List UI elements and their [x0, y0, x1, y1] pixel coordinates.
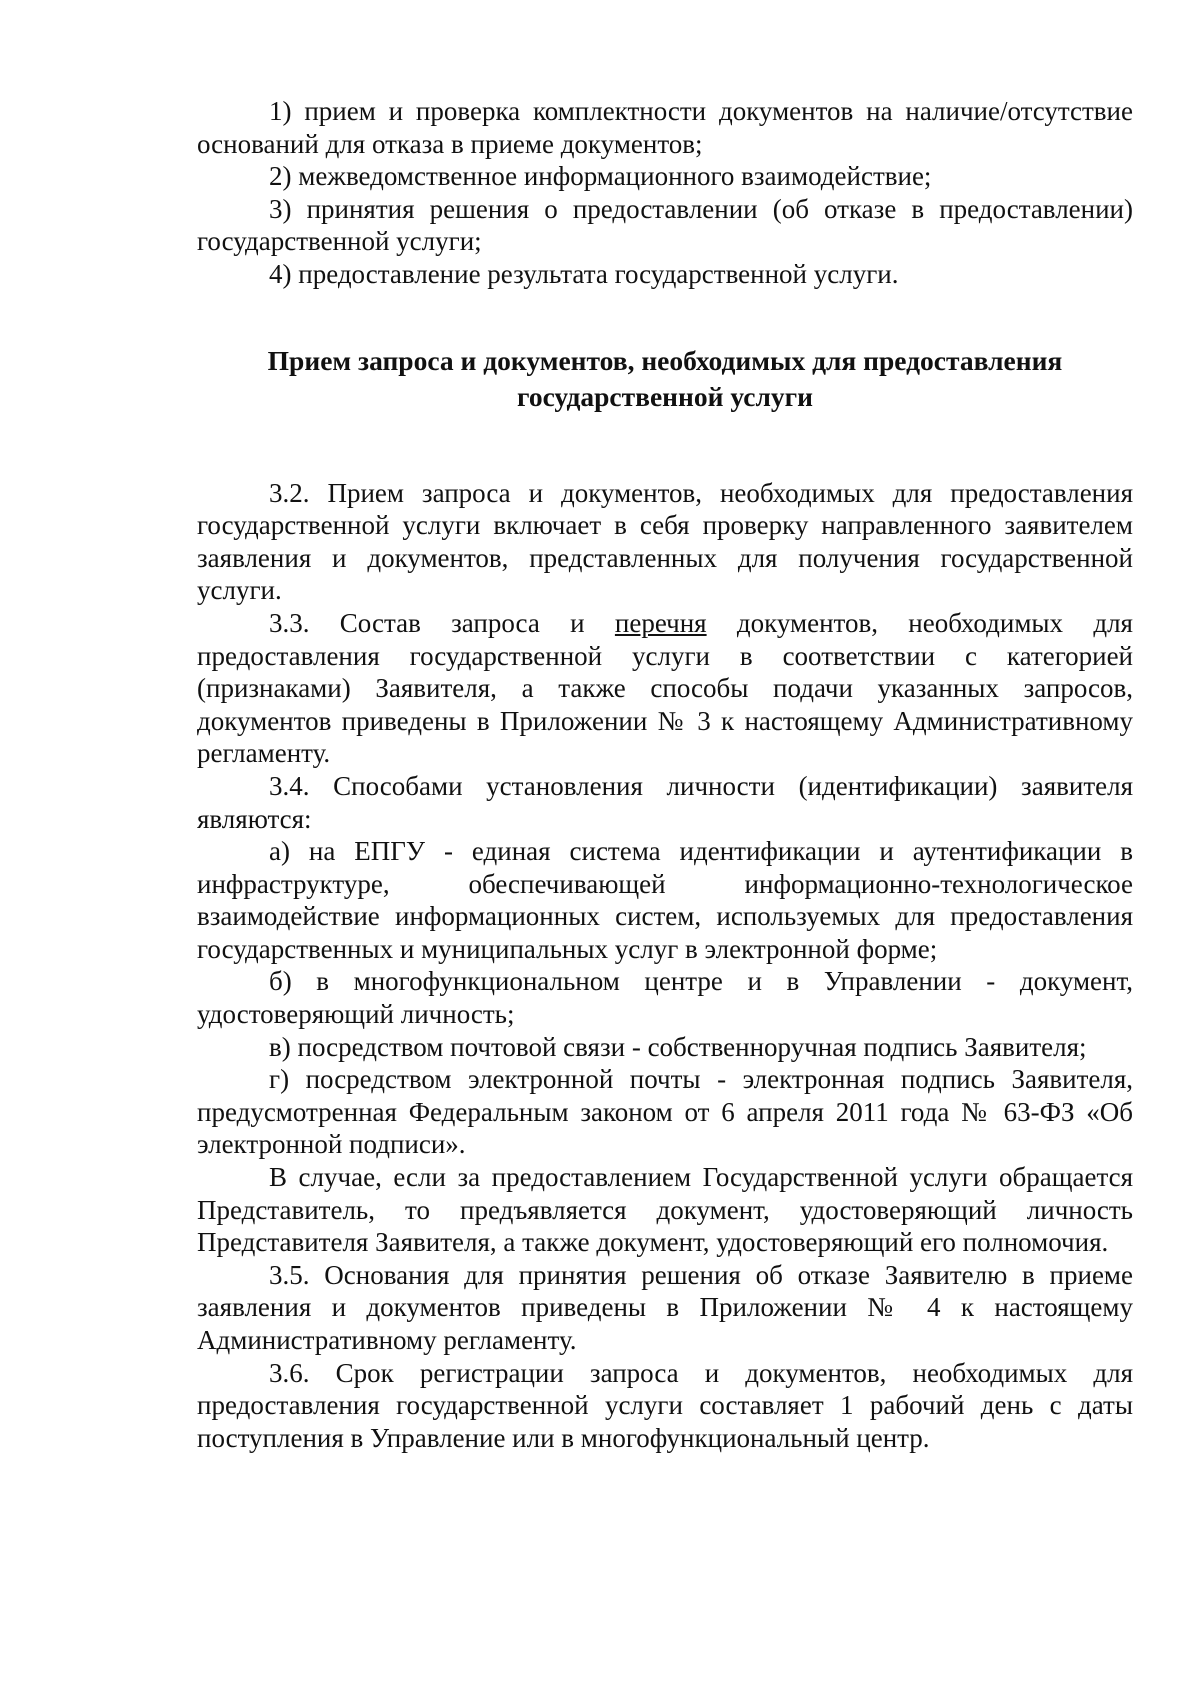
- paragraph-representative: В случае, если за предоставлением Государственной услуги обращается Представитель, то предъявляется документ, удостоверяющий личность Представителя Заявителя, а также документ, удостоверяющий его полномочия.: [197, 1162, 1133, 1258]
- paragraph-3-4: 3.4. Способами установления личности (идентификации) заявителя являются:: [197, 770, 1133, 834]
- paragraph-3-4-v: в) посредством почтовой связи - собственноручная подпись Заявителя;: [269, 1031, 1087, 1062]
- list-item-4: 4) предоставление результата государственной услуги.: [269, 258, 899, 289]
- paragraph-3-4-b: б) в многофункциональном центре и в Управлении - документ, удостоверяющий личность;: [197, 966, 1133, 1030]
- paragraph-3-5: 3.5. Основания для принятия решения об отказе Заявителю в приеме заявления и документов приведены в Приложении № 4 к настоящему Административному регламенту.: [197, 1259, 1133, 1355]
- paragraph-3-3-underlined: перечня: [614, 607, 707, 638]
- paragraph-3-3-before: 3.3. Состав запроса и: [269, 607, 615, 638]
- list-item-2: 2) межведомственное информационного взаимодействие;: [269, 161, 932, 192]
- paragraph-3-2: 3.2. Прием запроса и документов, необходимых для предоставления государственной услуги включает в себя проверку направленного заявителем заявления и документов, представленных для получения государственной услуги.: [197, 477, 1133, 606]
- paragraph-3-6: 3.6. Срок регистрации запроса и документов, необходимых для предоставления государственной услуги составляет 1 рабочий день с даты поступления в Управление или в многофункциональный центр.: [197, 1357, 1133, 1453]
- paragraph-3-3-after: документов, необходимых для предоставления государственной услуги в соответствии с категорией (признаками) Заявителя, а также способы подачи указанных запросов, документов приведены в Приложении № 3 к настоящему Административному регламенту.: [197, 607, 1133, 769]
- paragraph-3-3: [197, 607, 1133, 770]
- paragraph-3-4-g: г) посредством электронной почты - электронная подпись Заявителя, предусмотренная Федеральным законом от 6 апреля 2011 года № 63-ФЗ «Об электронной подписи».: [197, 1064, 1133, 1160]
- list-item-3: 3) принятия решения о предоставлении (об отказе в предоставлении) государственной услуги;: [197, 193, 1133, 257]
- document-page: [197, 95, 1133, 1454]
- paragraph-3-4-a: а) на ЕПГУ - единая система идентификации и аутентификации в инфраструктуре, обеспечивающей информационно-технологическое взаимодействие информационных систем, используемых для предоставления государственных и муниципальных услуг в электронной форме;: [197, 836, 1133, 964]
- list-item-1: 1) прием и проверка комплектности документов на наличие/отсутствие оснований для отказа в приеме документов;: [197, 96, 1133, 159]
- section-heading: Прием запроса и документов, необходимых для предоставления государственной услуги: [267, 344, 1063, 412]
